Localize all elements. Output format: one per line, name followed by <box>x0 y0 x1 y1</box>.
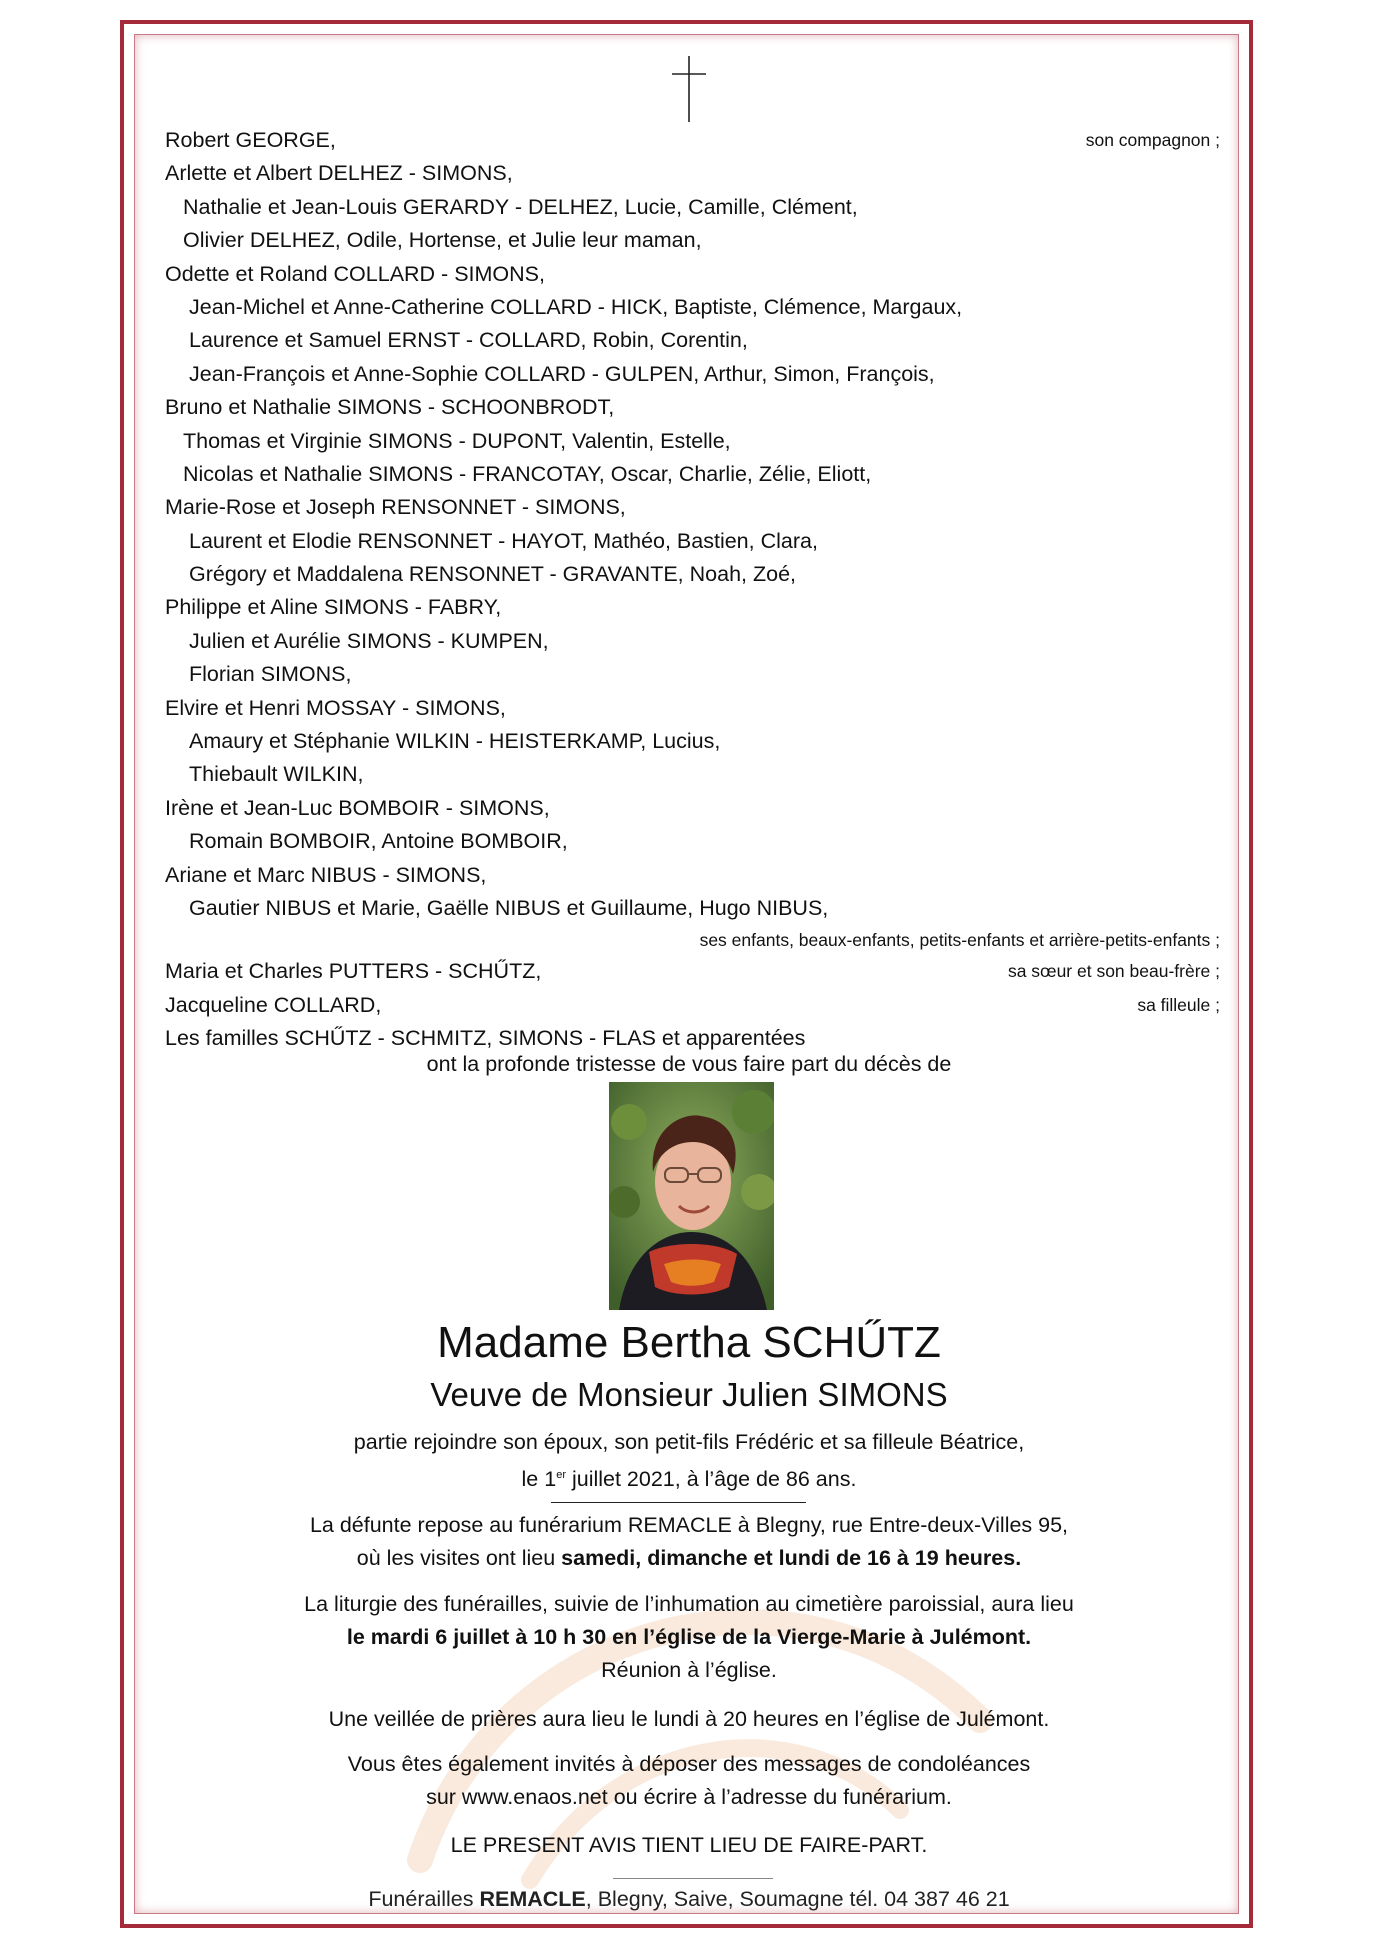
family-member-name: Nicolas et Nathalie SIMONS - FRANCOTAY, Oscar, Charlie, Zélie, Eliott, <box>183 461 872 486</box>
family-member-name: Grégory et Maddalena RENSONNET - GRAVANTE, Noah, Zoé, <box>189 562 796 587</box>
visit-line2: où les visites ont lieu samedi, dimanche et lundi de 16 à 19 heures. <box>356 1546 1022 1570</box>
family-row <box>165 1022 1220 1055</box>
condolences-line1: Vous êtes également invités à déposer des messages de condoléances <box>347 1752 1031 1776</box>
family-row <box>165 825 1220 858</box>
family-row <box>165 859 1220 892</box>
family-row <box>165 989 1220 1022</box>
announcement-intro: ont la profonde tristesse de vous faire part du décès de <box>426 1052 952 1076</box>
family-row <box>165 425 1220 458</box>
cross-icon <box>669 56 709 122</box>
family-row <box>165 258 1220 291</box>
family-row <box>165 591 1220 624</box>
family-member-name: Jacqueline COLLARD, <box>165 992 382 1017</box>
family-row <box>165 892 1220 925</box>
family-member-name: Les familles SCHŰTZ - SCHMITZ, SIMONS - FLAS et apparentées <box>165 1026 806 1051</box>
family-row <box>165 358 1220 391</box>
family-member-name: Philippe et Aline SIMONS - FABRY, <box>165 595 502 620</box>
widow-of: Veuve de Monsieur Julien SIMONS <box>430 1376 948 1413</box>
family-row <box>165 157 1220 190</box>
family-list <box>165 124 1220 1056</box>
family-member-name: Gautier NIBUS et Marie, Gaëlle NIBUS et Guillaume, Hugo NIBUS, <box>189 895 829 920</box>
deceased-line: partie rejoindre son époux, son petit-fils Frédéric et sa filleule Béatrice, <box>353 1430 1025 1454</box>
family-member-name: Thomas et Virginie SIMONS - DUPONT, Valentin, Estelle, <box>183 428 731 453</box>
family-member-name: Maria et Charles PUTTERS - SCHŰTZ, <box>165 959 542 984</box>
family-member-name: Marie-Rose et Joseph RENSONNET - SIMONS, <box>165 495 626 520</box>
family-member-name: Nathalie et Jean-Louis GERARDY - DELHEZ, Lucie, Camille, Clément, <box>183 194 858 219</box>
relation-label: sa sœur et son beau-frère ; <box>1007 961 1220 982</box>
family-row <box>165 692 1220 725</box>
family-member-name: Thiebault WILKIN, <box>189 762 364 787</box>
family-row <box>165 224 1220 257</box>
family-member-name: Robert GEORGE, <box>165 128 336 152</box>
family-row <box>165 558 1220 591</box>
liturgy-line2: le mardi 6 juillet à 10 h 30 en l’église de la Vierge-Marie à Julémont. <box>346 1625 1032 1649</box>
family-row <box>165 725 1220 758</box>
deceased-date: le 1er juillet 2021, à l’âge de 86 ans. <box>521 1467 857 1492</box>
family-member-name: Ariane et Marc NIBUS - SIMONS, <box>165 862 487 887</box>
family-member-name: Florian SIMONS, <box>189 662 352 687</box>
family-row <box>165 792 1220 825</box>
family-row <box>165 758 1220 791</box>
liturgy-line1: La liturgie des funérailles, suivie de l’inhumation au cimetière paroissial, aura lieu <box>304 1592 1074 1616</box>
relation-label: son compagnon ; <box>1085 130 1220 150</box>
vigil-line: Une veillée de prières aura lieu le lundi à 20 heures en l’église de Julémont. <box>328 1707 1050 1731</box>
family-member-name: Bruno et Nathalie SIMONS - SCHOONBRODT, <box>165 395 615 420</box>
family-member-name: Elvire et Henri MOSSAY - SIMONS, <box>165 695 506 720</box>
family-row <box>165 525 1220 558</box>
family-row <box>165 625 1220 658</box>
children-relation-note: ses enfants, beaux-enfants, petits-enfants et arrière-petits-enfants ; <box>699 930 1220 951</box>
family-member-name: Irène et Jean-Luc BOMBOIR - SIMONS, <box>165 795 550 820</box>
family-member-name: Arlette et Albert DELHEZ - SIMONS, <box>165 161 513 186</box>
family-member-name: Laurence et Samuel ERNST - COLLARD, Robin, Corentin, <box>189 328 748 353</box>
footer-line: Funérailles REMACLE, Blegny, Saive, Soumagne tél. 04 387 46 21 <box>368 1887 1010 1911</box>
family-row <box>165 124 1220 157</box>
family-row <box>165 955 1220 988</box>
family-member-name: Odette et Roland COLLARD - SIMONS, <box>165 261 545 286</box>
visit-line1: La défunte repose au funérarium REMACLE à Blegny, rue Entre-deux-Villes 95, <box>309 1513 1069 1537</box>
deceased-name: Madame Bertha SCHŰTZ <box>437 1318 941 1367</box>
liturgy-line3: Réunion à l’église. <box>601 1658 777 1682</box>
family-member-name: Amaury et Stéphanie WILKIN - HEISTERKAMP, Lucius, <box>189 729 721 754</box>
family-row <box>165 324 1220 357</box>
family-row <box>165 191 1220 224</box>
family-member-name: Olivier DELHEZ, Odile, Hortense, et Julie leur maman, <box>183 228 702 253</box>
family-row <box>165 391 1220 424</box>
notice-line: LE PRESENT AVIS TIENT LIEU DE FAIRE-PART. <box>450 1833 928 1857</box>
family-row <box>165 658 1220 691</box>
relation-label: sa filleule ; <box>1137 994 1220 1015</box>
portrait-photo <box>609 1082 774 1310</box>
condolences-line2: sur www.enaos.net ou écrire à l’adresse du funérarium. <box>426 1785 952 1809</box>
family-member-name: Romain BOMBOIR, Antoine BOMBOIR, <box>189 829 568 854</box>
family-row <box>165 458 1220 491</box>
family-row <box>165 491 1220 524</box>
family-member-name: Jean-Michel et Anne-Catherine COLLARD - HICK, Baptiste, Clémence, Margaux, <box>189 294 963 319</box>
family-member-name: Laurent et Elodie RENSONNET - HAYOT, Mathéo, Bastien, Clara, <box>189 528 818 553</box>
family-member-name: Julien et Aurélie SIMONS - KUMPEN, <box>189 628 549 653</box>
family-member-name: Jean-François et Anne-Sophie COLLARD - GULPEN, Arthur, Simon, François, <box>189 361 935 386</box>
family-row <box>165 291 1220 324</box>
footer-separator <box>613 1878 773 1879</box>
separator-line <box>551 1502 806 1503</box>
